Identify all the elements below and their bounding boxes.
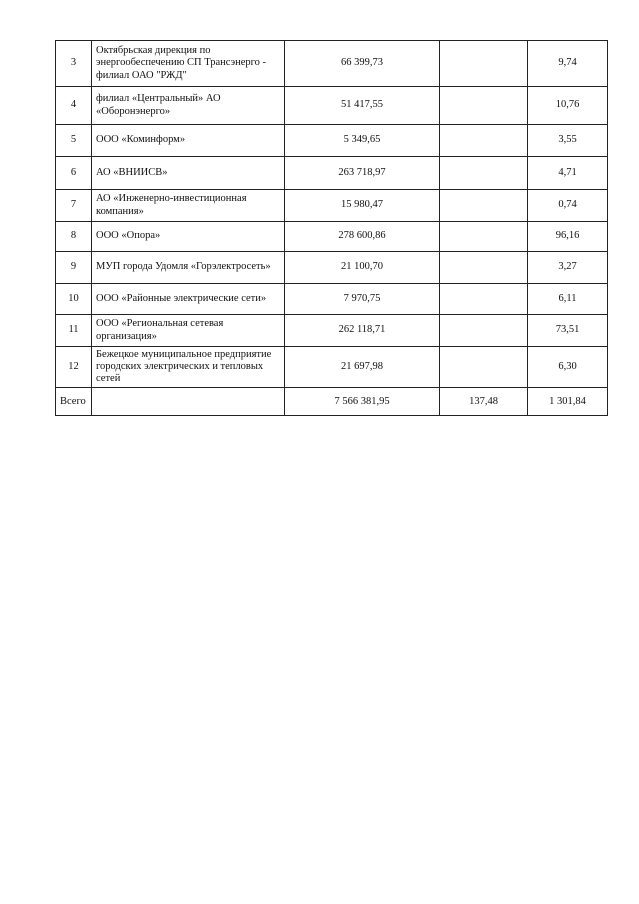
row-number-cell: 12: [56, 347, 92, 388]
organization-name-cell: ООО «Региональная сетевая организация»: [92, 315, 285, 347]
organization-name-cell: МУП города Удомля «Горэлектросеть»: [92, 252, 285, 284]
row-number-cell: 9: [56, 252, 92, 284]
value-cell-2: [440, 125, 528, 157]
value-cell-3: 1 301,84: [528, 388, 608, 416]
value-cell-2: [440, 190, 528, 222]
table-row: [56, 190, 608, 222]
value-cell-2: [440, 87, 528, 125]
row-number-cell: Всего: [56, 388, 92, 416]
value-cell-3: 6,30: [528, 347, 608, 388]
value-cell-3: 9,74: [528, 41, 608, 87]
table-row: [56, 252, 608, 284]
value-cell-1: 262 118,71: [285, 315, 440, 347]
table-row: [56, 41, 608, 87]
row-number-cell: 7: [56, 190, 92, 222]
value-cell-1: 263 718,97: [285, 157, 440, 190]
value-cell-3: 3,55: [528, 125, 608, 157]
row-number-cell: 3: [56, 41, 92, 87]
data-table: [55, 40, 608, 416]
row-number-cell: 11: [56, 315, 92, 347]
table-row: [56, 87, 608, 125]
row-number-cell: 6: [56, 157, 92, 190]
value-cell-2: [440, 315, 528, 347]
table-row: [56, 125, 608, 157]
value-cell-1: 5 349,65: [285, 125, 440, 157]
row-number-cell: 10: [56, 284, 92, 315]
value-cell-3: 0,74: [528, 190, 608, 222]
value-cell-3: 3,27: [528, 252, 608, 284]
value-cell-3: 96,16: [528, 222, 608, 252]
organization-name-cell: Октябрьская дирекция по энергообеспечению СП Трансэнерго - филиал ОАО "РЖД": [92, 41, 285, 87]
table-row: [56, 284, 608, 315]
value-cell-2: 137,48: [440, 388, 528, 416]
table-row: [56, 347, 608, 388]
organization-name-cell: АО «Инженерно-инвестиционная компания»: [92, 190, 285, 222]
value-cell-3: 6,11: [528, 284, 608, 315]
value-cell-3: 73,51: [528, 315, 608, 347]
organization-name-cell: филиал «Центральный» АО «Оборонэнерго»: [92, 87, 285, 125]
value-cell-2: [440, 284, 528, 315]
organization-name-cell: АО «ВНИИСВ»: [92, 157, 285, 190]
value-cell-1: 7 970,75: [285, 284, 440, 315]
value-cell-1: 66 399,73: [285, 41, 440, 87]
organization-name-cell: ООО «Районные электрические сети»: [92, 284, 285, 315]
table-row: [56, 222, 608, 252]
row-number-cell: 5: [56, 125, 92, 157]
value-cell-2: [440, 252, 528, 284]
value-cell-2: [440, 222, 528, 252]
value-cell-1: 278 600,86: [285, 222, 440, 252]
value-cell-2: [440, 41, 528, 87]
value-cell-2: [440, 157, 528, 190]
value-cell-2: [440, 347, 528, 388]
table-row: [56, 157, 608, 190]
table-body: [56, 41, 608, 416]
row-number-cell: 8: [56, 222, 92, 252]
organization-name-cell: [92, 388, 285, 416]
row-number-cell: 4: [56, 87, 92, 125]
value-cell-1: 51 417,55: [285, 87, 440, 125]
value-cell-1: 21 697,98: [285, 347, 440, 388]
total-row: [56, 388, 608, 416]
value-cell-1: 7 566 381,95: [285, 388, 440, 416]
table-row: [56, 315, 608, 347]
value-cell-3: 10,76: [528, 87, 608, 125]
organization-name-cell: Бежецкое муниципальное предприятие городских электрических и тепловых сетей: [92, 347, 285, 388]
value-cell-3: 4,71: [528, 157, 608, 190]
organization-name-cell: ООО «Коминформ»: [92, 125, 285, 157]
organization-name-cell: ООО «Опора»: [92, 222, 285, 252]
value-cell-1: 15 980,47: [285, 190, 440, 222]
value-cell-1: 21 100,70: [285, 252, 440, 284]
